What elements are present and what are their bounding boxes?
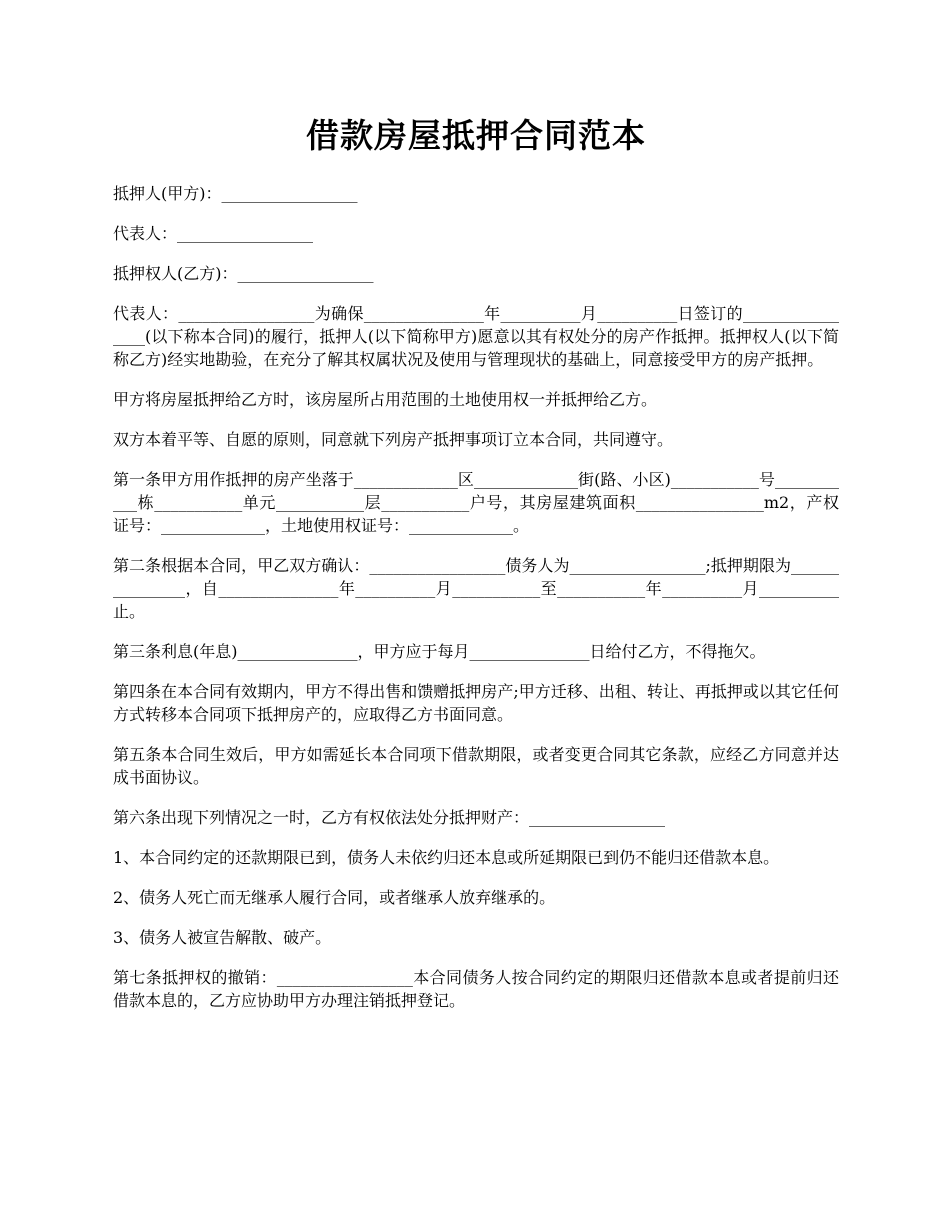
list-item-2: 2、债务人死亡而无继承人履行合同，或者继承人放弃继承的。 bbox=[113, 888, 556, 907]
article-6: 第六条出现下列情况之一时，乙方有权依法处分抵押财产：_________________ bbox=[113, 808, 666, 827]
pledgor-line: 抵押人(甲方)：_________________ bbox=[113, 184, 358, 203]
document-page bbox=[113, 112, 839, 1029]
list-item-1: 1、本合同约定的还款期限已到，债务人未依约归还本息或所延期限已到仍不能归还借款本息。 bbox=[113, 848, 780, 867]
land-use-paragraph: 甲方将房屋抵押给乙方时，该房屋所占用范围的土地使用权一并抵押给乙方。 bbox=[113, 390, 658, 409]
article-4: 第四条在本合同有效期内，甲方不得出售和馈赠抵押房产;甲方迁移、出租、转让、再抵押或以其它任何方式转移本合同项下抵押房产的，应取得乙方书面同意。 bbox=[113, 682, 839, 724]
pledgor-representative-line: 代表人：_________________ bbox=[113, 224, 314, 243]
pledgee-line: 抵押权人(乙方)：_________________ bbox=[113, 264, 374, 283]
document-title: 借款房屋抵押合同范本 bbox=[306, 116, 646, 155]
article-2: 第二条根据本合同，甲乙双方确认：_________________债务人为_________________;抵押期限为_______________，自_______________年__________月___________至___________年__________月__________止。 bbox=[113, 556, 839, 621]
principle-paragraph: 双方本着平等、自愿的原则，同意就下列房产抵押事项订立本合同，共同遵守。 bbox=[113, 430, 674, 449]
list-item-3: 3、债务人被宣告解散、破产。 bbox=[113, 928, 332, 947]
preamble-paragraph: 代表人：_________________为确保_______________年__________月__________日签订的________________(以下称本合同)的履行，抵押人(以下简称甲方)愿意以其有权处分的房产作抵押。抵押权人(以下简称乙方)经实地勘验，在充分了解其权属状况及使用与管理现状的基础上，同意接受甲方的房产抵押。 bbox=[113, 304, 839, 369]
article-7: 第七条抵押权的撤销：_________________本合同债务人按合同约定的期限归还借款本息或者提前归还借款本息的，乙方应协助甲方办理注销抵押登记。 bbox=[113, 968, 839, 1010]
article-5: 第五条本合同生效后，甲方如需延长本合同项下借款期限，或者变更合同其它条款，应经乙方同意并达成书面协议。 bbox=[113, 745, 839, 787]
article-1: 第一条甲方用作抵押的房产坐落于_____________区_____________街(路、小区)___________号___________栋___________单元___________层___________户号，其房屋建筑面积________________m2，产权证号：_____________，土地使用权证号：_____________。 bbox=[113, 470, 839, 535]
article-3: 第三条利息(年息)_______________，甲方应于每月_______________日给付乙方，不得拖欠。 bbox=[113, 642, 766, 661]
